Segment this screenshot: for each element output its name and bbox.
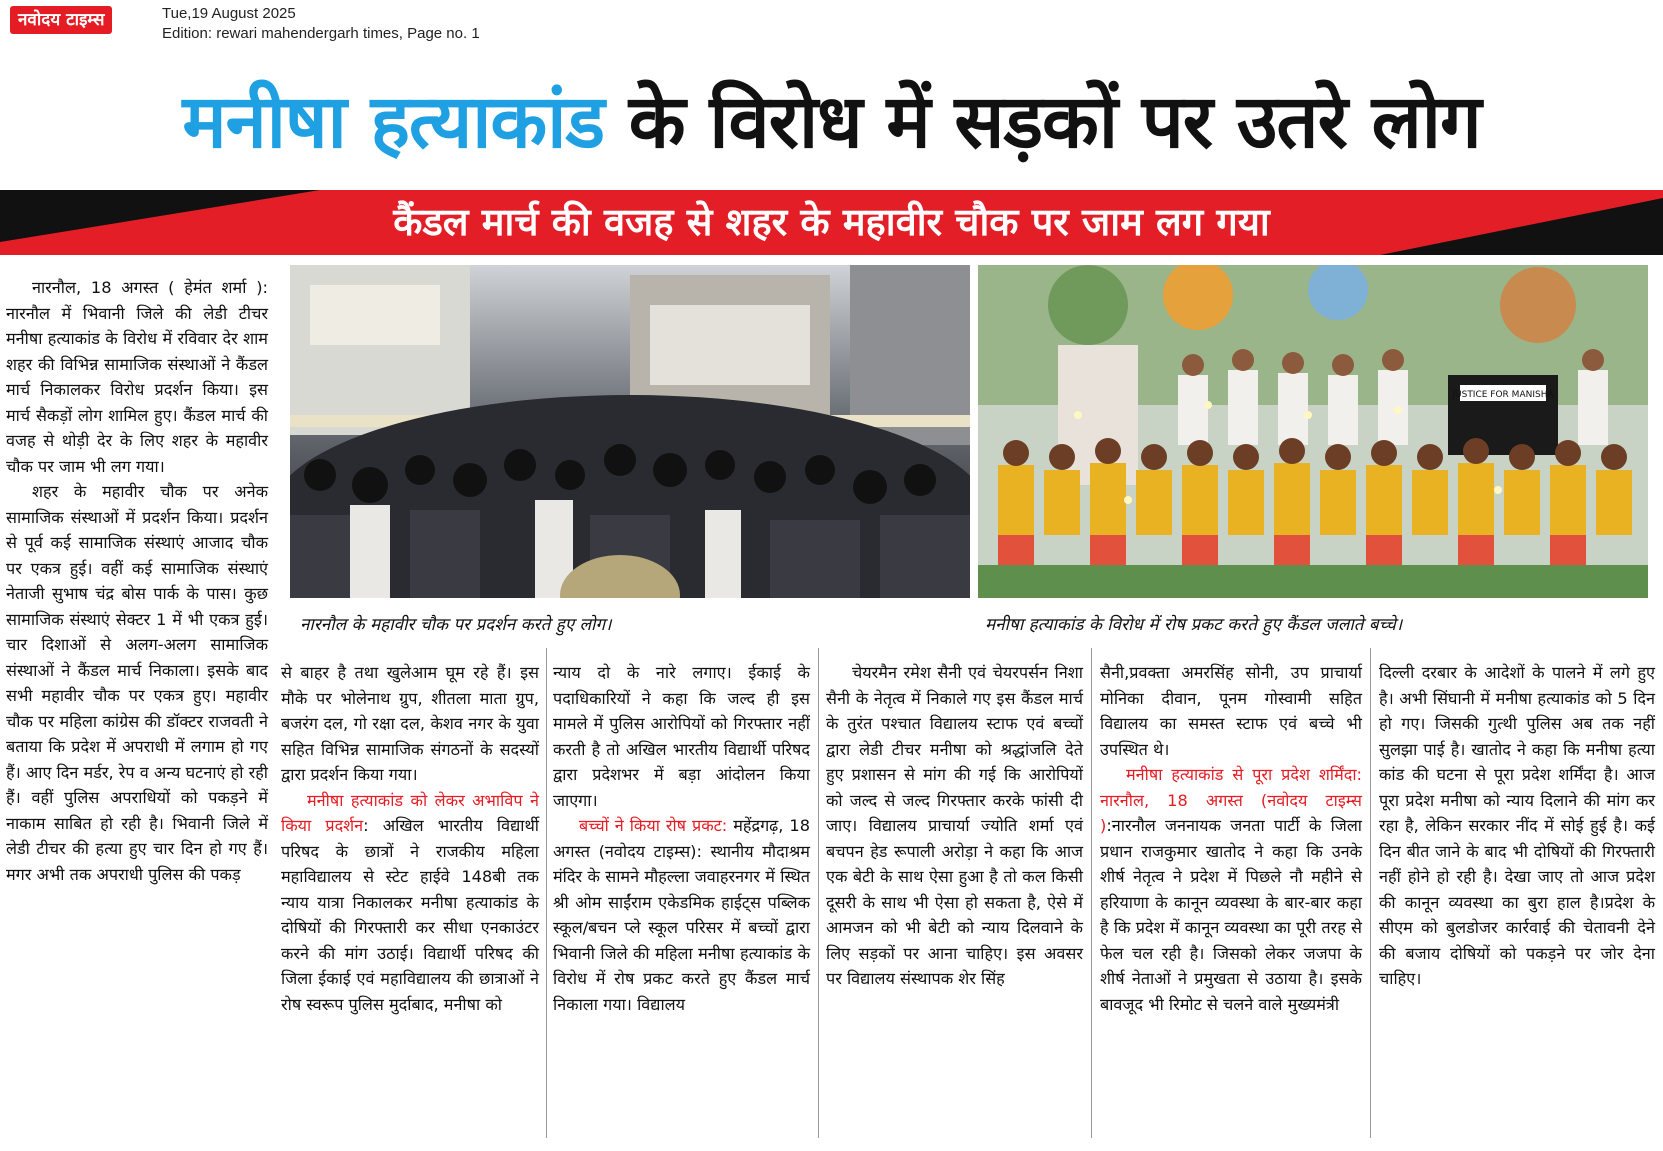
column-divider: [818, 648, 819, 1138]
subheading-children: बच्चों ने किया रोष प्रकट:: [579, 816, 728, 835]
article-column-1: [6, 275, 268, 887]
column-divider: [546, 648, 547, 1138]
subheading-abvp: मनीषा हत्याकांड को लेकर अभाविप ने किया प्रदर्शन: [281, 790, 539, 835]
children-candle-photo[interactable]: [978, 265, 1648, 598]
paragraph: शहर के महावीर चौक पर अनेक सामाजिक संस्थाओं में प्रदर्शन किया। प्रदर्शन से पूर्व कई सामाजिक संस्थाएं आजाद चौक पर एकत्र हुई। वहीं कई सामाजिक संस्थाएं नेताजी सुभाष चंद्र बोस पार्क के पास। कुछ सामाजिक संस्थाएं सेक्टर 1 में भी एकत्र हुई। चार दिशाओं से अलग-अलग सामाजिक संस्थाओं ने कैंडल मार्च निकाला। इसके बाद सभी महावीर चौक पर एकत्र हुए। महावीर चौक पर महिला कांग्रेस की डॉक्टर राजवती ने बताया कि प्रदेश में अपराधी में लगाम हो गए हैं। आए दिन मर्डर, रेप व अन्य घटनाएं हो रही हैं। वहीं पुलिस अपराधियों को पकड़ने में नाकाम साबित हो रही है। भिवानी जिले में लेडी टीचर की हत्या हुए चार दिन हो गए हैं। मगर अभी तक अपराधी पुलिस की पकड़: [6, 482, 268, 884]
edition-line: Edition: rewari mahendergarh times, Page no. 1: [162, 25, 480, 42]
paragraph: महेंद्रगढ़, 18 अगस्त (नवोदय टाइम्स): स्थानीय मौदाश्रम मंदिर के सामने मौहल्ला जवाहरनगर में स्थित श्री ओम साईंराम एकेडमिक हाईट्स पब्लिक स्कूल/बचन प्ले स्कूल परिसर में बच्चों द्वारा भिवानी जिले की महिला मनीषा हत्याकांड के विरोध में रोष प्रकट करते हुए कैंडल मार्च निकाला गया। विद्यालय: [553, 816, 810, 1014]
left-photo-caption: नारनौल के महावीर चौक पर प्रदर्शन करते हुए लोग।: [300, 615, 612, 635]
paragraph: चेयरमैन रमेश सैनी एवं चेयरपर्सन निशा सैनी के नेतृत्व में निकाले गए इस कैंडल मार्च के तुरंत पश्चात विद्यालय स्टाफ एवं बच्चों द्वारा लेडी टीचर मनीषा को श्रद्धांजलि देते हुए प्रशासन से मांग की गई कि आरोपियों को जल्द से जल्द गिरफ्तार करके फांसी दी जाए। विद्यालय प्राचार्या ज्योति शर्मा एवं बचपन हेड रूपाली अरोड़ा ने कहा कि आज एक बेटी के साथ ऐसा हुआ है तो कल किसी दूसरी के साथ भी ऐसा हो सकता है, ऐसे में आमजन को भी बेटी को न्याय दिलवाने के लिए सड़कों पर आना चाहिए। इस अवसर पर विद्यालय संस्थापक शेर सिंह: [826, 663, 1083, 988]
article-column-2: [281, 660, 539, 1017]
protest-crowd-photo[interactable]: [290, 265, 970, 598]
article-column-3: [553, 660, 810, 1017]
placard-text: JUSTICE FOR MANISHA: [1452, 390, 1554, 400]
main-headline: [0, 62, 1663, 182]
edition-info: [162, 4, 480, 44]
lead-paragraph: नारनौल, 18 अगस्त ( हेमंत शर्मा ): नारनौल में भिवानी जिले की लेडी टीचर मनीषा हत्याकांड के विरोध में रविवार देर शाम शहर की विभिन्न सामाजिक संस्थाओं ने कैंडल मार्च निकालकर विरोध प्रदर्शन किया। इस मार्च सैकड़ों लोग शामिल हुए। कैंडल मार्च की वजह से थोड़ी देर के लिए शहर के महावीर चौक पर जाम भी लग गया।: [6, 278, 268, 476]
subheadline: कैंडल मार्च की वजह से शहर के महावीर चौक पर जाम लग गया: [393, 200, 1270, 244]
article-column-5: [1100, 660, 1362, 1017]
paragraph: :नारनौल जननायक जनता पार्टी के जिला प्रधान राजकुमार खातोद ने कहा कि उनके शीर्ष नेतृत्व ने प्रदेश में पिछले नौ महीने से हरियाणा के कानून व्यवस्था के बार-बार कहा है कि प्रदेश में कानून व्यवस्था का पूरी तरह से फेल चल रही है। जिसको लेकर जजपा के शीर्ष नेताओं ने प्रमुखता से उठाया है। इसके बावजूद भी रिमोट से चलने वाले मुख्यमंत्री: [1100, 816, 1362, 1014]
newspaper-logo[interactable]: नवोदय टाइम्स: [10, 6, 112, 34]
subheading-jjp: मनीषा हत्याकांड से पूरा प्रदेश शर्मिंदा: नारनौल, 18 अगस्त (नवोदय टाइम्स ): [1100, 765, 1362, 835]
subheadline-banner: [0, 190, 1663, 255]
article-column-6: [1379, 660, 1655, 992]
column-divider: [1091, 648, 1092, 1138]
paragraph: दिल्ली दरबार के आदेशों के पालने में लगे हुए है। अभी सिंघानी में मनीषा हत्याकांड को 5 दिन हो गए। जिसकी गुत्थी पुलिस अब तक नहीं सुलझा पाई है। खातोद ने कहा कि मनीषा हत्या कांड की घटना से पूरा प्रदेश शर्मिंदा है। आज पूरा प्रदेश मनीषा को न्याय दिलाने की मांग कर रहा है, लेकिन सरकार नींद में सोई हुई है। कई दिन बीत जाने के बाद भी दोषियों की गिरफ्तारी नहीं होने हो रही है। देखा जाए तो आज प्रदेश की कानून व्यवस्था का बुरा हाल है।प्रदेश के सीएम को बुलडोजर कार्रवाई की चेतावनी देने की बजाय दोषियों को पकड़ने पर जोर देना चाहिए।: [1379, 663, 1655, 988]
article-column-4: [826, 660, 1083, 992]
paragraph: : अखिल भारतीय विद्यार्थी परिषद के छात्रों ने राजकीय महिला महाविद्यालय से स्टेट हाईवे 148बी तक न्याय यात्रा निकालकर मनीषा हत्याकांड के दोषियों की गिरफ्तारी कर सीधा एनकाउंटर करने की मांग उठाई। विद्यार्थी परिषद की जिला ईकाई एवं महाविद्यालय की छात्राओं ने रोष स्वरूप पुलिस मुर्दाबाद, मनीषा को: [281, 816, 539, 1014]
column-divider: [1370, 648, 1371, 1138]
paragraph: से बाहर है तथा खुलेआम घूम रहे हैं। इस मौके पर भोलेनाथ ग्रुप, शीतला माता ग्रुप, बजरंग दल, गो रक्षा दल, केशव नगर के युवा सहित विभिन्न सामाजिक संगठनों के सदस्यों द्वारा प्रदर्शन किया गया।: [281, 663, 539, 784]
right-photo-caption: मनीषा हत्याकांड के विरोध में रोष प्रकट करते हुए कैंडल जलाते बच्चे।: [985, 615, 1403, 635]
paragraph: न्याय दो के नारे लगाए। ईकाई के पदाधिकारियों ने कहा कि जल्द ही इस मामले में पुलिस आरोपियों को गिरफ्तार नहीं करती है तो अखिल भारतीय विद्यार्थी परिषद द्वारा प्रदेशभर में बड़ा आंदोलन किया जाएगा।: [553, 663, 810, 810]
headline-part-1: मनीषा हत्याकांड: [182, 79, 605, 165]
issue-date: Tue,19 August 2025: [162, 5, 296, 22]
masthead-bar: [0, 0, 1663, 46]
paragraph: सैनी,प्रवक्ता अमरसिंह सोनी, उप प्राचार्या मोनिका दीवान, पूनम गोस्वामी सहित विद्यालय का समस्त स्टाफ एवं बच्चे भी उपस्थित थे।: [1100, 663, 1362, 759]
headline-part-2: के विरोध में सड़कों पर उतरे लोग: [628, 79, 1481, 165]
